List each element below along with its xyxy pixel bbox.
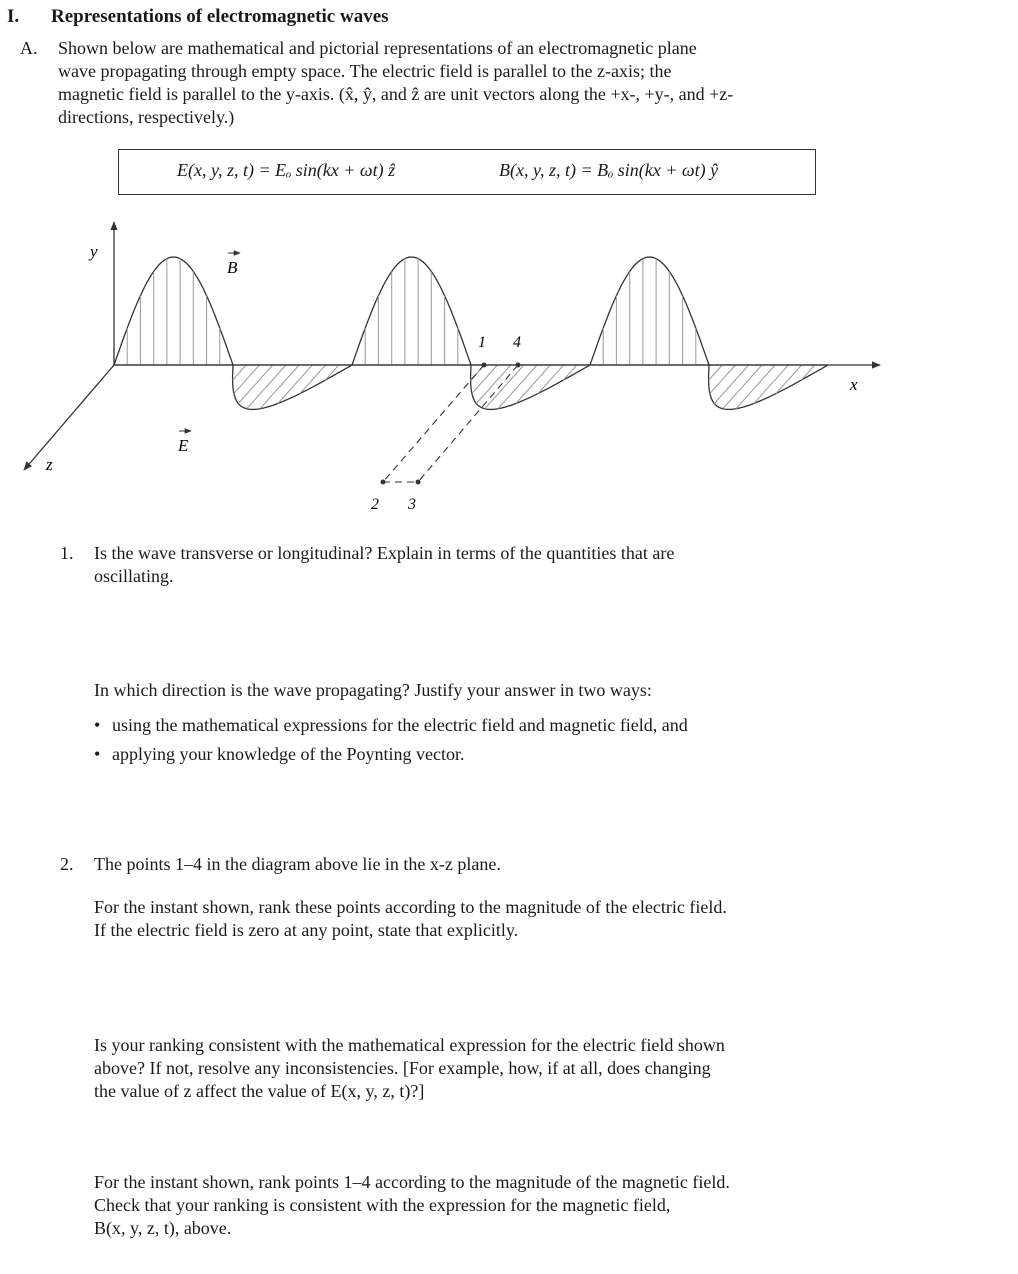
question-2-number: 2. — [60, 854, 74, 874]
e-field-line — [801, 365, 815, 380]
e-field-line — [710, 365, 736, 394]
intro-line-4: directions, respectively.) — [58, 107, 235, 127]
section-title: Representations of electromagnetic waves — [51, 6, 389, 27]
rank-e-line-1: For the instant shown, rank these points according to the magnitude of the electric field. — [94, 897, 727, 917]
e-field-line — [516, 365, 550, 404]
rank-e-line-2: If the electric field is zero at any point, state that explicitly. — [94, 920, 519, 940]
e-field-line — [754, 365, 788, 404]
label-B: B — [227, 258, 238, 277]
z-axis — [24, 365, 114, 470]
axis-z-label: z — [46, 455, 53, 474]
magnetic-field-equation: B(x, y, z, t) = Bₒ sin(kx + ωt) ŷ — [499, 160, 719, 180]
e-field-line — [476, 365, 510, 404]
equation-box — [118, 149, 816, 195]
question-2-intro: The points 1–4 in the diagram above lie in the x-z plane. — [94, 854, 501, 874]
consistency-question — [94, 1034, 954, 1103]
e-field-line — [563, 365, 577, 380]
rank-b-line-3: B(x, y, z, t), above. — [94, 1218, 232, 1238]
point-4-dot — [516, 363, 521, 368]
point-3-label: 3 — [408, 496, 416, 513]
electric-wave-field-lines — [233, 365, 815, 409]
e-field-line — [233, 365, 247, 380]
intro-line-3: magnetic field is parallel to the y-axis. (x̂, ŷ, and ẑ are unit vectors along the +x-, +y-, and +z- — [58, 84, 734, 104]
point-4-label: 4 — [513, 334, 521, 351]
e-field-line — [325, 365, 339, 380]
question-1-line-2: oscillating. — [94, 566, 174, 586]
consistent-line-2: above? If not, resolve any inconsistencies. [For example, how, if at all, does changing — [94, 1058, 711, 1078]
e-field-line — [238, 365, 272, 404]
point-1-label: 1 — [478, 334, 486, 351]
point-1-dot — [482, 363, 487, 368]
electric-wave-curve — [114, 365, 828, 409]
bullet-item-1: • using the mathematical expressions for the electric field and magnetic field, and — [112, 714, 972, 737]
consistent-line-1: Is your ranking consistent with the mathematical expression for the electric field shown — [94, 1035, 725, 1055]
question-1-line-1: Is the wave transverse or longitudinal? Explain in terms of the quantities that are — [94, 543, 675, 563]
magnetic-wave-field-lines — [127, 259, 696, 365]
question-1-followup — [94, 679, 954, 766]
section-a-label: A. — [20, 38, 38, 58]
rank-electric-field — [94, 896, 954, 942]
rank-magnetic-field — [94, 1171, 954, 1240]
rank-b-line-2: Check that your ranking is consistent with the expression for the magnetic field, — [94, 1195, 671, 1215]
e-field-line — [300, 365, 326, 394]
e-field-line — [714, 365, 748, 404]
intro-line-2: wave propagating through empty space. The electric field is parallel to the z-axis; the — [58, 61, 672, 81]
bullet-item-2: • applying your knowledge of the Poynting vector. — [112, 743, 972, 766]
section-number: I. — [7, 6, 20, 27]
e-field-line — [278, 365, 312, 404]
dashed-line-1-2 — [383, 365, 484, 482]
point-2-dot — [381, 480, 386, 485]
e-field-line — [709, 365, 723, 380]
section-heading — [7, 6, 389, 28]
propagation-question: In which direction is the wave propagating? Justify your answer in two ways: — [94, 680, 652, 700]
label-E: E — [178, 436, 189, 455]
consistent-line-3: the value of z affect the value of E(x, y, z, t)?] — [94, 1081, 425, 1101]
magnetic-wave-curve — [114, 257, 828, 365]
e-field-line — [472, 365, 498, 394]
intro-line-1: Shown below are mathematical and pictorial representations of an electromagnetic plane — [58, 38, 697, 58]
electric-field-equation: E(x, y, z, t) = Eₒ sin(kx + ωt) ẑ — [177, 160, 396, 180]
axis-x-label: x — [850, 375, 858, 394]
section-a-intro — [58, 37, 878, 129]
e-field-line — [776, 365, 802, 394]
point-3-dot — [416, 480, 421, 485]
point-2-label: 2 — [371, 496, 379, 513]
wave-diagram — [0, 200, 1018, 530]
e-field-line — [538, 365, 564, 394]
question-1-number: 1. — [60, 543, 74, 563]
axis-y-label: y — [90, 242, 98, 261]
e-field-line — [234, 365, 260, 394]
rank-b-line-1: For the instant shown, rank points 1–4 according to the magnitude of the magnetic field. — [94, 1172, 730, 1192]
